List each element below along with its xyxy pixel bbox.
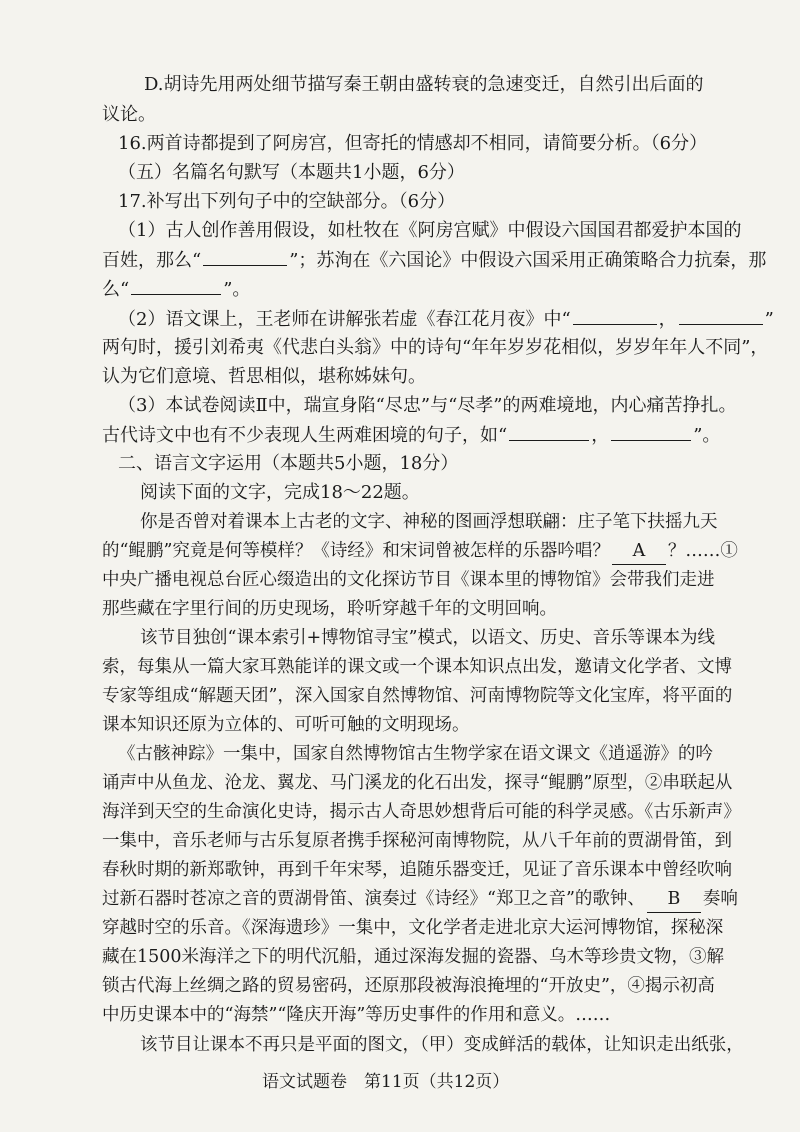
- text-line: 古代诗文中也有不少表现人生两难困境的句子，如“: [102, 425, 508, 446]
- text-line: 议论。: [102, 104, 156, 125]
- text-line: ，: [591, 425, 610, 446]
- answer-blank[interactable]: [611, 422, 691, 441]
- answer-blank[interactable]: [203, 247, 287, 266]
- text-line: 的“鲲鹏”究竟是何等模样？《诗经》和宋词曾被怎样的乐器吟唱？: [102, 541, 610, 561]
- text-line: ”: [764, 309, 774, 330]
- text-line: 锁古代海上丝绸之路的贸易密码，还原那段被海浪掩埋的“开放史”，④揭示初高: [102, 976, 715, 996]
- option-d-line: [144, 72, 800, 98]
- page-footer: [262, 1069, 800, 1095]
- text-line: （五）名篇名句默写（本题共1小题，6分）: [118, 162, 465, 183]
- text-line: ？……①: [667, 541, 738, 561]
- text-line: 那些藏在字里行间的历史现场，聆听穿越千年的文明回响。: [102, 599, 557, 619]
- q17-part3-line1: [118, 393, 800, 419]
- passage-line: [102, 538, 800, 565]
- text-line: 么“: [102, 279, 130, 300]
- text-line: （1）古人创作善用假设，如杜牧在《阿房宫赋》中假设六国国君都爱护本国的: [118, 220, 742, 241]
- passage-line: [102, 915, 800, 941]
- text-line: （2）语文课上，王老师在讲解张若虚《春江花月夜》中“: [118, 309, 571, 330]
- text-line: 该节目独创“课本索引+博物馆寻宝”模式，以语文、历史、音乐等课本为线: [140, 628, 716, 648]
- text-line: ”；苏洵在《六国论》中假设六国采用正确策略合力抗秦，那: [289, 250, 767, 271]
- passage-line: [102, 770, 800, 796]
- text-line: ”。: [223, 279, 251, 300]
- text-line: 16.两首诗都提到了阿房宫，但寄托的情感却不相同，请简要分析。（6分）: [118, 133, 708, 154]
- text-line: 阅读下面的文字，完成18～22题。: [140, 482, 420, 503]
- answer-blank[interactable]: [509, 422, 589, 441]
- passage-line: [102, 567, 800, 593]
- text-line: 专家等组成“解题天团”，深入国家自然博物馆、河南博物院等文化宝库，将平面的: [102, 686, 733, 706]
- passage-line: [102, 712, 800, 738]
- footer-text: 语文试题卷 第11页（共12页）: [262, 1072, 510, 1092]
- q17-part2-line3: [102, 364, 800, 390]
- passage-line: [118, 741, 800, 767]
- passage-line: [102, 654, 800, 680]
- text-line: 诵声中从鱼龙、沧龙、翼龙、马门溪龙的化石出发，探寻“鲲鹏”原型，②串联起从: [102, 773, 733, 793]
- passage-line: [140, 509, 800, 535]
- passage-line: [140, 1032, 800, 1058]
- q17-part2-line2: [102, 335, 800, 361]
- q17-part1-line1: [118, 218, 800, 244]
- q17-part1-line2: [102, 247, 800, 274]
- text-line: 中央广播电视总台匠心缀造出的文化探访节目《课本里的博物馆》会带我们走进: [102, 570, 715, 590]
- text-line: ，: [658, 309, 677, 330]
- section-2-heading: [118, 451, 800, 477]
- reading-instruction: [140, 480, 800, 506]
- passage-line: [102, 596, 800, 622]
- text-line: ”。: [693, 425, 721, 446]
- text-line: 17.补写出下列句子中的空缺部分。（6分）: [118, 191, 456, 212]
- question-17: [118, 189, 800, 215]
- text-line: 奏响: [702, 889, 738, 909]
- passage-line: [102, 683, 800, 709]
- answer-blank[interactable]: [679, 306, 763, 325]
- text-line: 索，每集从一篇大家耳熟能详的课文或一个课本知识点出发，邀请文化学者、文博: [102, 657, 732, 677]
- passage-line: [102, 973, 800, 999]
- option-d-line-2: [102, 102, 800, 128]
- text-line: 课本知识还原为立体的、可听可触的文明现场。: [102, 715, 470, 735]
- q17-part3-line2: [102, 422, 800, 449]
- passage-line: [102, 828, 800, 854]
- answer-blank[interactable]: [573, 306, 657, 325]
- passage-line: [140, 625, 800, 651]
- passage-line: [102, 944, 800, 970]
- question-16: [118, 131, 800, 157]
- text-line: 两句时，援引刘希夷《代悲白头翁》中的诗句“年年岁岁花相似，岁岁年年人不同”，: [102, 337, 769, 358]
- blank-b[interactable]: B: [647, 886, 701, 913]
- passage-line: [102, 799, 800, 825]
- text-line: 该节目让课本不再只是平面的图文，（甲）变成鲜活的载体，让知识走出纸张，: [140, 1035, 744, 1055]
- passage-line: [102, 857, 800, 883]
- section-5-heading: [118, 160, 800, 186]
- q17-part2-line1: [118, 306, 800, 333]
- text-line: 过新石器时苍凉之音的贾湖骨笛、演奏过《诗经》“郑卫之音”的歌钟、: [102, 889, 645, 909]
- text-line: 百姓，那么“: [102, 250, 202, 271]
- text-line: 中历史课本中的“海禁”“隆庆开海”等历史事件的作用和意义。……: [102, 1005, 611, 1025]
- text-line: D.胡诗先用两处细节描写秦王朝由盛转衰的急速变迁，自然引出后面的: [144, 74, 704, 95]
- text-line: 你是否曾对着课本上古老的文字、神秘的图画浮想联翩：庄子笔下扶摇九天: [140, 512, 718, 532]
- text-line: 二、语言文字运用（本题共5小题，18分）: [118, 453, 459, 474]
- text-line: （3）本试卷阅读Ⅱ中，瑞宣身陷“尽忠”与“尽孝”的两难境地，内心痛苦挣扎。: [118, 395, 737, 416]
- text-line: 春秋时期的新郑歌钟，再到千年宋琴，追随乐器变迁，见证了音乐课本中曾经吹响: [102, 860, 732, 880]
- text-line: 认为它们意境、哲思相似，堪称姊妹句。: [102, 366, 426, 387]
- text-line: 《古骸神踪》一集中，国家自然博物馆古生物学家在语文课文《逍遥游》的吟: [118, 744, 713, 764]
- text-line: 海洋到天空的生命演化史诗，揭示古人奇思妙想背后可能的科学灵感。《古乐新声》: [102, 802, 741, 822]
- passage-line: [102, 1002, 800, 1028]
- blank-a[interactable]: A: [612, 538, 666, 565]
- q17-part1-line3: [102, 276, 800, 303]
- text-line: 穿越时空的乐音。《深海遗珍》一集中，文化学者走进北京大运河博物馆，探秘深: [102, 918, 724, 938]
- passage-line: [102, 886, 800, 913]
- text-line: 一集中，音乐老师与古乐复原者携手探秘河南博物院，从八千年前的贾湖骨笛，到: [102, 831, 732, 851]
- text-line: 藏在1500米海洋之下的明代沉船，通过深海发掘的瓷器、乌木等珍贵文物，③解: [102, 947, 725, 967]
- answer-blank[interactable]: [131, 276, 221, 295]
